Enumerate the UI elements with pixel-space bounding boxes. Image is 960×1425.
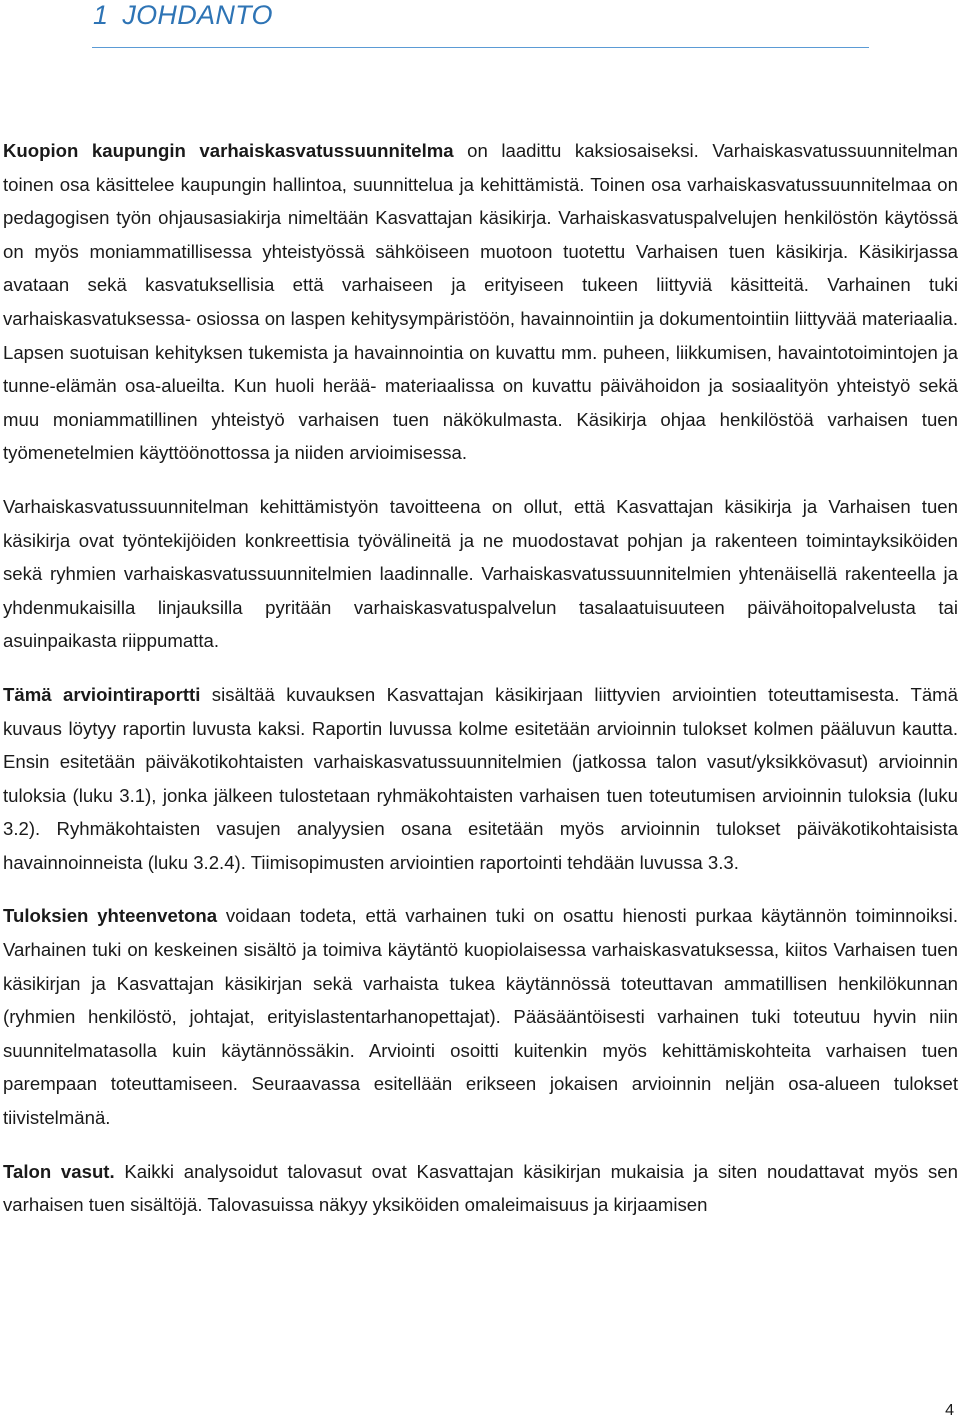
paragraph-text: sisältää kuvauksen Kasvattajan käsikirjaan liittyvien arviointien toteuttamisesta. Tämä kuvaus löytyy raportin luvusta kaksi. Raportin luvussa kolme esitetään arvioinnin tulokset kolmen pääluvun kautta. Ensin esitetään päiväkotikohtaisten varhaiskasvatussuunnitelmien (jatkossa talon vasut/yksikkövasut) arvioinnin tuloksia (luku 3.1), jonka jälkeen tulostetaan ryhmäkohtaisten varhaisen tuen toteutumisen arvioinnin tuloksia (luku 3.2). Ryhmäkohtaisten vasujen analyysien osana esitetään myös arvioinnin tulokset päiväkotikohtaisista havainnoinneista (luku 3.2.4). Tiimisopimusten arviointien raportointi tehdään luvussa 3.3. [3,683,958,873]
paragraph-text: voidaan todeta, että varhainen tuki on osattu hienosti purkaa käytännön toiminnoiksi. Varhainen tuki on keskeinen sisältö ja toimiva käytäntö kuopiolaisessa varhaiskasvatuksessa, kiitos Varhaisen tuen käsikirjan ja Kasvattajan käsikirjan sekä varhaista tukea käytännössä toteuttavan ammatillisen henkilökunnan (ryhmien henkilöstö, johtajat, erityislastentarhanopettajat). Pääsääntöisesti varhainen tuki toteutuu hyvin niin suunnitelmatasolla kuin käytännössäkin. Arviointi osoitti kuitenkin myös kehittämiskohteita varhaisen tuen parempaan toteuttamiseen. Seuraavassa esitellään erikseen jokaisen arvioinnin neljän osa-alueen tulokset tiivistelmänä. [3,905,958,1129]
paragraph-lead: Tuloksien yhteenvetona [3,905,218,927]
paragraph-lead: Tämä arviointiraportti [3,683,201,705]
paragraph-text: Varhaiskasvatussuunnitelman kehittämistyön tavoitteena on ollut, että Kasvattajan käsikirja ja Varhaisen tuen käsikirja ovat työntekijöiden konkreettisia työvälineitä ja ne muodostavat pohjan ja rakenteen toimintayksiköiden sekä ryhmien varhaiskasvatussuunnitelmien laadinnalle. Varhaiskasvatussuunnitelmien yhtenäisellä rakenteella ja yhdenmukaisilla linjauksilla pyritään varhaiskasvatuspalvelun tasalaatuisuuteen päivähoitopalvelusta tai asuinpaikasta riippumatta. [3,495,958,652]
paragraph-lead: Talon vasut. [3,1160,115,1182]
paragraph-intro [3,134,958,470]
body-text [3,134,958,1242]
paragraph-report-structure [3,678,958,880]
chapter-title: JOHDANTO [122,0,273,30]
paragraph-lead: Kuopion kaupungin varhaiskasvatussuunnitelma [3,140,454,161]
paragraph-summary [3,899,958,1134]
chapter-heading [93,0,273,31]
paragraph-text: on laadittu kaksiosaiseksi. Varhaiskasvatussuunnitelman toinen osa käsittelee kaupungin hallintoa, suunnittelua ja kehittämistä. Toinen osa varhaiskasvatussuunnitelmaa on pedagogisen työn ohjausasiakirja nimeltään Kasvattajan käsikirja. Varhaiskasvatuspalvelujen henkilöstön käytössä on myös moniammatillisessa yhteistyössä sähköiseen muotoon tuotettu Varhaisen tuen käsikirja. Käsikirjassa avataan sekä kasvatuksellisia että varhaiseen ja erityiseen tukeen liittyviä käsitteitä. Varhainen tuki varhaiskasvatuksessa- osiossa on laspen kehitysympäristöön, havainnointiin ja dokumentointiin liittyvää materiaalia. Lapsen suotuisan kehityksen tukemista ja havainnointia on kuvattu mm. puheen, liikkumisen, havaintotoimintojen ja tunne-elämän osa-alueilta. Kun huoli herää- materiaalissa on kuvattu päivähoidon ja sosiaalityön yhteistyö sekä muu moniammatillinen yhteistyö varhaisen tuen näkökulmasta. Käsikirja ohjaa henkilöstöä varhaisen tuen työmenetelmien käyttöönottossa ja niiden arvioimisessa. [3,140,958,464]
heading-underline [92,47,869,48]
paragraph-talon-vasut [3,1155,958,1222]
chapter-number: 1 [93,0,109,30]
page-number: 4 [945,1402,954,1419]
paragraph-goal [3,490,958,658]
paragraph-text: Kaikki analysoidut talovasut ovat Kasvattajan käsikirjan mukaisia ja siten noudattavat myös sen varhaisen tuen sisältöjä. Talovasuissa näkyy yksiköiden omaleimaisuus ja kirjaamisen [3,1160,958,1216]
